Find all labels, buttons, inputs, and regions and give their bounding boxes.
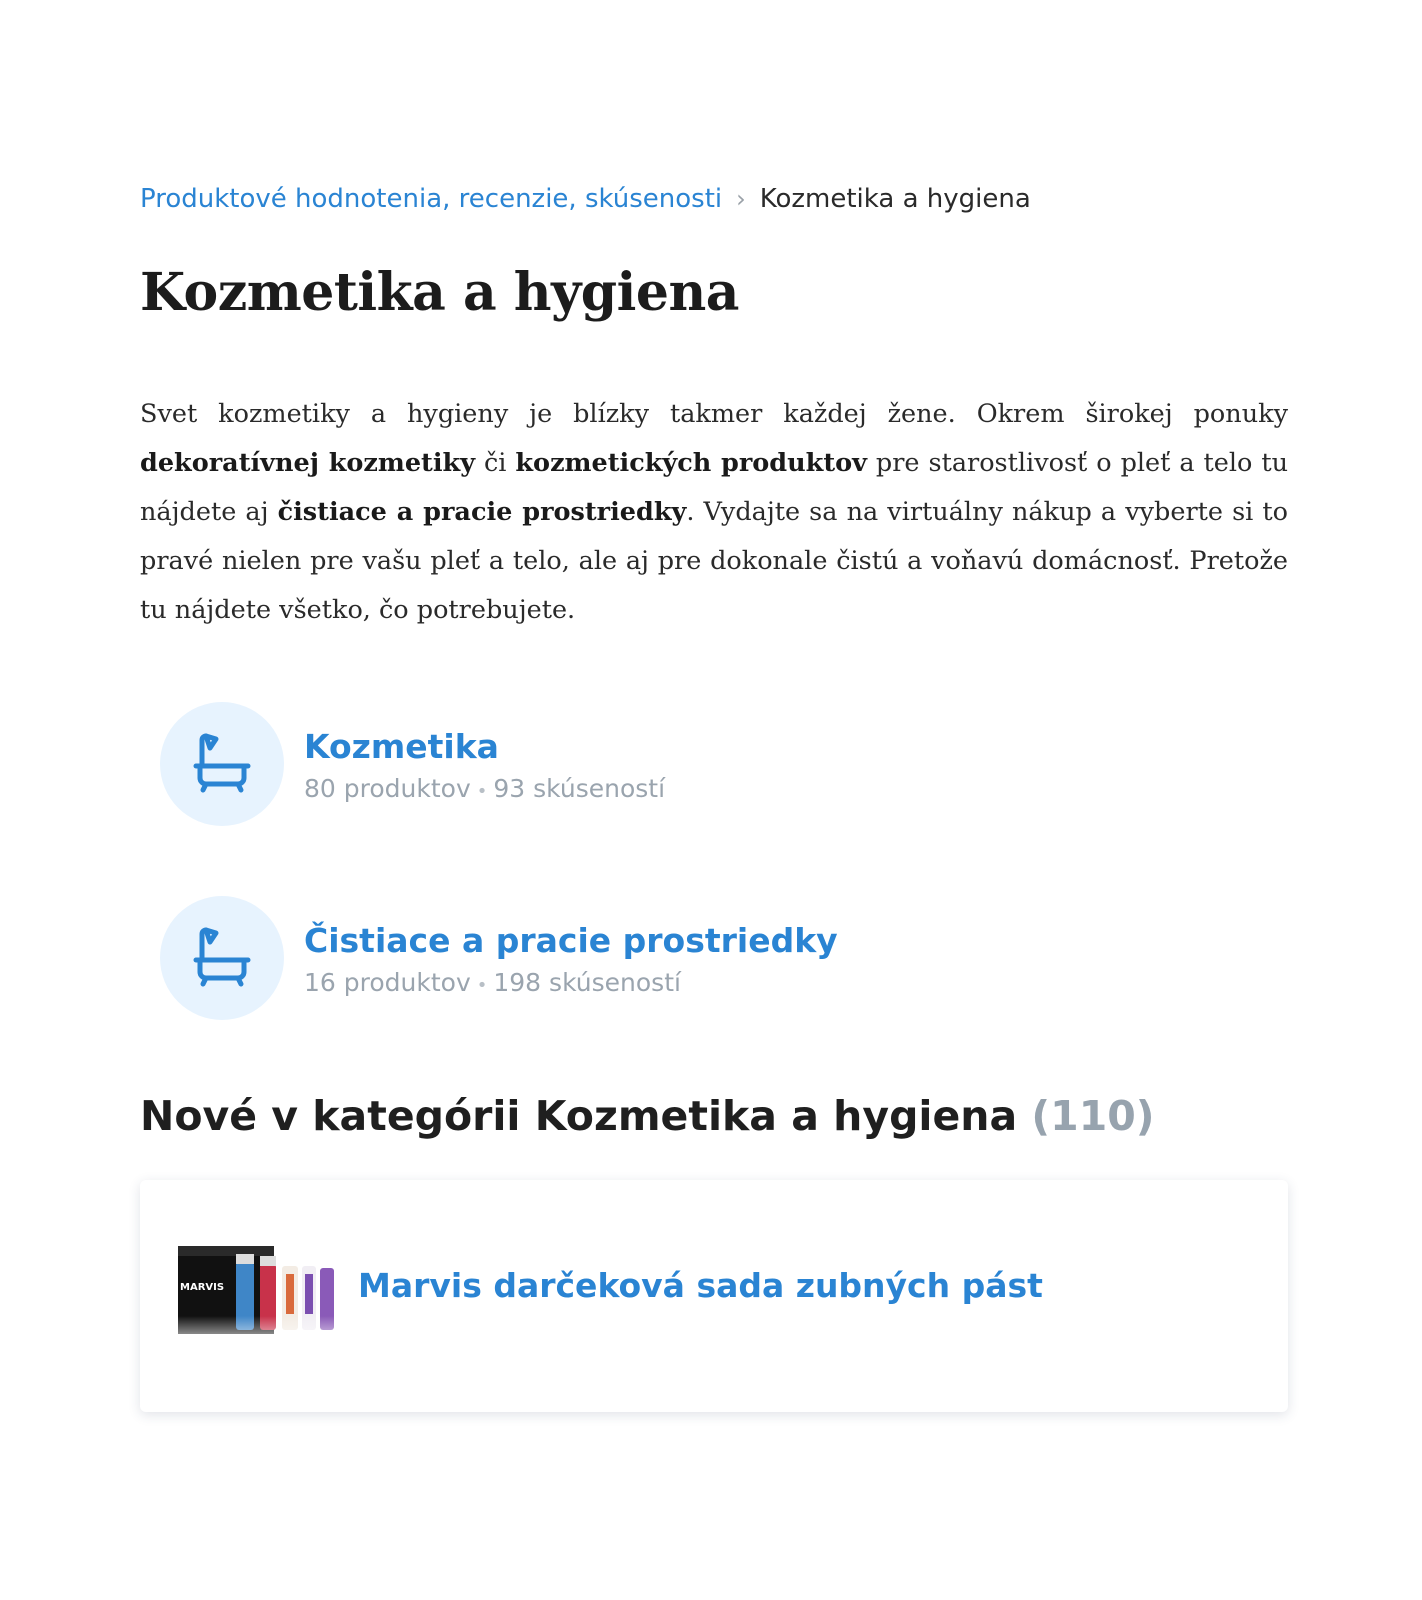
product-thumbnail[interactable] xyxy=(178,1246,336,1348)
page-title: Kozmetika a hygiena xyxy=(140,262,739,323)
breadcrumb-root-link[interactable]: Produktové hodnotenia, recenzie, skúsenosti xyxy=(140,184,723,214)
bathtub-icon[interactable] xyxy=(160,702,284,826)
intro-text: pre starostlivosť o pleť a telo tu nájdete aj xyxy=(140,448,1288,527)
product-name-link[interactable]: Marvis darčeková sada zubných pást xyxy=(358,1266,1043,1305)
product-card[interactable] xyxy=(140,1180,1288,1412)
breadcrumb-current: Kozmetika a hygiena xyxy=(759,184,1031,214)
breadcrumb xyxy=(140,184,1031,214)
category-description xyxy=(140,390,1288,635)
intro-text: . Vydajte sa na virtuálny nákup a vyberte si to pravé nielen pre vašu pleť a telo, ale aj pre dokonale čistú a voňavú domácnosť. Pretože tu nájdete všetko, čo potrebujete. xyxy=(140,497,1289,625)
product-count: 16 produktov xyxy=(304,967,471,997)
separator-dot: • xyxy=(476,780,488,802)
new-products-title: Nové v kategórii Kozmetika a hygiena xyxy=(140,1092,1018,1140)
subcategory-text xyxy=(304,920,838,997)
intro-bold: kozmetických produktov xyxy=(515,448,867,478)
chevron-right-icon: › xyxy=(736,185,746,213)
subcategory-title-link[interactable]: Čistiace a pracie prostriedky xyxy=(304,920,838,960)
new-products-count: (110) xyxy=(1031,1092,1155,1140)
separator-dot: • xyxy=(476,974,488,996)
review-count: 198 skúseností xyxy=(493,967,681,997)
review-count: 93 skúseností xyxy=(493,773,666,803)
subcategory-text xyxy=(304,726,665,803)
box-label: MARVIS xyxy=(180,1282,225,1293)
product-count: 80 produktov xyxy=(304,773,471,803)
intro-bold: čistiace a pracie prostriedky xyxy=(277,497,687,527)
intro-text: či xyxy=(475,448,516,478)
intro-bold: dekoratívnej kozmetiky xyxy=(140,448,476,478)
new-products-heading xyxy=(140,1092,1154,1140)
subcategory-title-link[interactable]: Kozmetika xyxy=(304,726,499,766)
subcategory-cistiace-prostriedky[interactable] xyxy=(160,896,838,1020)
subcategory-meta xyxy=(304,968,838,997)
intro-text: Svet kozmetiky a hygieny je blízky takmer každej žene. Okrem širokej ponuky xyxy=(140,399,1288,429)
subcategory-kozmetika[interactable] xyxy=(160,702,665,826)
bathtub-icon[interactable] xyxy=(160,896,284,1020)
subcategory-meta xyxy=(304,774,665,803)
